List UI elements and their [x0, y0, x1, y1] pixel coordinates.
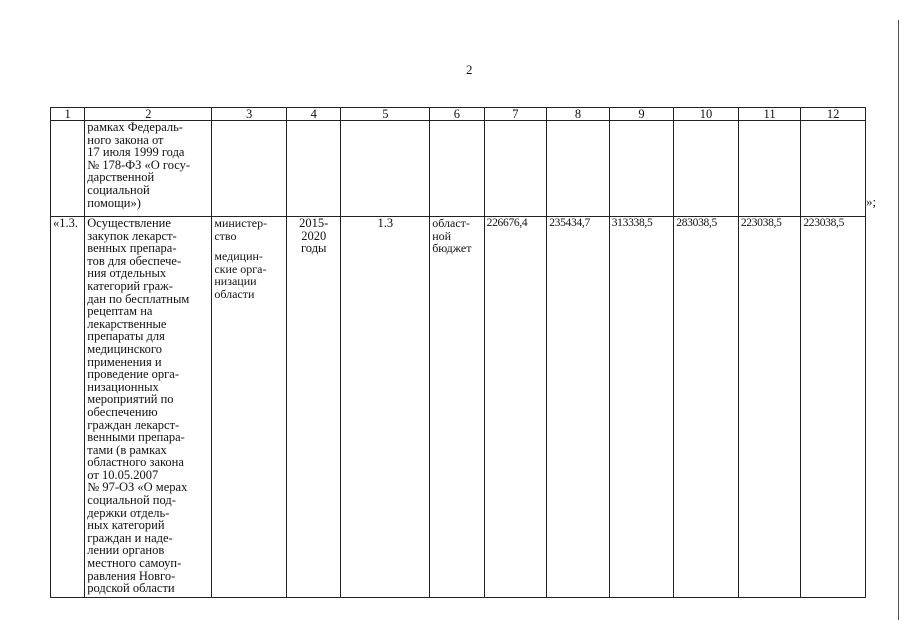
table-cell	[287, 121, 341, 217]
amount-cell: 235434,7	[547, 217, 610, 598]
amount-cell: 223038,5	[738, 217, 801, 598]
continuation-row	[51, 121, 866, 217]
header-cell: 1	[51, 108, 85, 121]
table-cell	[547, 121, 610, 217]
row-number: «1.3.	[51, 217, 85, 598]
amount-cell: 226676,4	[484, 217, 547, 598]
header-cell: 7	[484, 108, 547, 121]
page-number: 2	[466, 62, 473, 77]
table-cell	[674, 121, 739, 217]
activity-description: Осуществление закупок лекарст- венных препара- тов для обеспече- ния отдельных категорий граж- дан по бесплатным рецептам на лекарственные препараты для медицинского применения и проведение орга- низационных мероприятий по обеспечению граждан лекарст- венными препара- тами (в рамках областного закона от 10.05.2007 № 97-ОЗ «О мерах социальной под- держки отдель- ных категорий граждан и наде- лении органов местного самоуп- равления Новго- родской области	[85, 217, 212, 598]
header-cell: 3	[212, 108, 287, 121]
table-cell	[484, 121, 547, 217]
header-cell: 9	[609, 108, 674, 121]
header-cell: 10	[674, 108, 739, 121]
table-cell	[801, 121, 866, 217]
period-cell: 2015- 2020 годы	[287, 217, 341, 598]
table-cell	[51, 121, 85, 217]
header-cell: 4	[287, 108, 341, 121]
table-cell	[212, 121, 287, 217]
executor-cell	[212, 217, 287, 598]
table-cell	[430, 121, 484, 217]
header-cell: 5	[341, 108, 430, 121]
table-cell	[609, 121, 674, 217]
executor-ministry: министер- ство	[214, 216, 268, 243]
target-indicator: 1.3	[341, 217, 430, 598]
amount-cell: 223038,5	[801, 217, 866, 598]
table-cell	[738, 121, 801, 217]
amount-cell: 283038,5	[674, 217, 739, 598]
header-cell: 6	[430, 108, 484, 121]
header-cell: 2	[85, 108, 212, 121]
header-cell: 12	[801, 108, 866, 121]
page-edge-line	[898, 20, 899, 620]
program-table	[50, 107, 866, 598]
table-row	[51, 217, 866, 598]
header-cell: 11	[738, 108, 801, 121]
table-cell	[341, 121, 430, 217]
header-row	[51, 108, 866, 121]
header-cell: 8	[547, 108, 610, 121]
executor-organizations: медицин- ские орга- низации области	[214, 249, 267, 301]
closing-quote-mark: »;	[866, 194, 877, 209]
funding-source: област- ной бюджет	[430, 217, 484, 598]
amount-cell: 313338,5	[609, 217, 674, 598]
continuation-text: рамках Федераль- ного закона от 17 июля 1999 года № 178-ФЗ «О госу- дарственной социальной помощи»)	[85, 121, 212, 217]
